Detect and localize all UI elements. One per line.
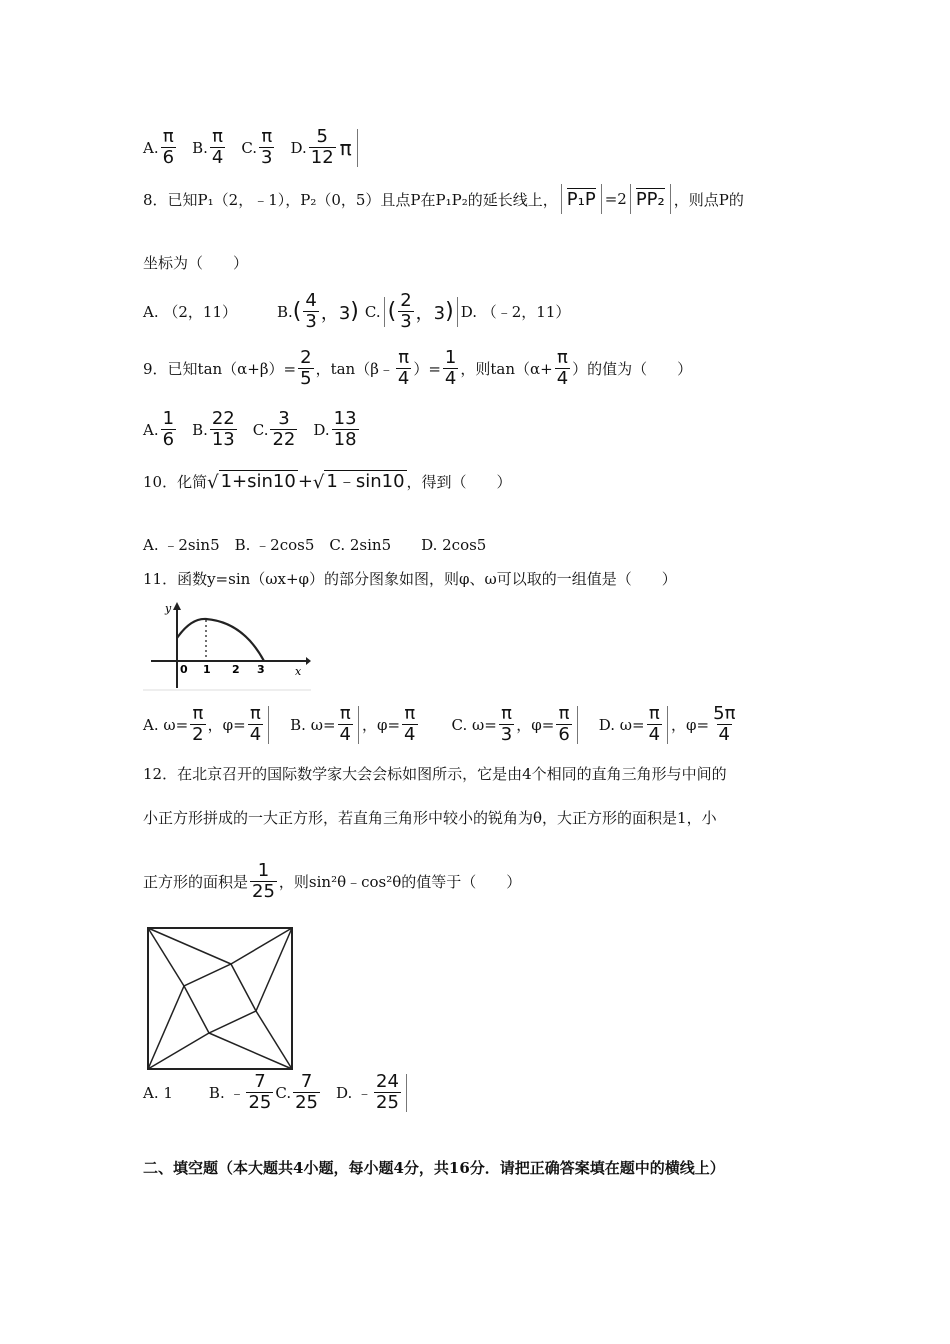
q10-options	[143, 534, 486, 555]
q10-sqrt2: √ 1﹣sin10	[312, 471, 405, 493]
q11-text: 11．函数y=sin（ωx+φ）的部分图象如图，则φ、ω可以取的一组值是（ ）	[143, 570, 677, 588]
q12-pinwheel-figure	[146, 926, 294, 1071]
q10-plus: +	[297, 471, 313, 492]
q11-tick-3: 3	[257, 663, 265, 676]
q9-t1: 9．已知tan（α+β）=	[143, 360, 297, 378]
q7-options	[143, 127, 361, 168]
q11-tick-0: 0	[180, 663, 188, 676]
q7-c-fraction: $\frac{\pi}{3}$	[261, 126, 273, 168]
q8-stem-line2	[143, 252, 248, 273]
q10-sqrt1: √ 1+sin10	[207, 471, 296, 493]
q9-options	[143, 409, 361, 450]
q10-stem	[143, 470, 512, 493]
q11-stem	[143, 568, 677, 589]
q8-b-tail: ，3	[320, 302, 351, 324]
q12-option-c: C.	[275, 1083, 292, 1102]
q8-mid: =2	[604, 190, 627, 208]
q12-line3	[143, 861, 521, 902]
q8-b-fraction: $\frac{4}{3}$	[305, 290, 317, 332]
q11-a-w: $\frac{\pi}{2}$	[192, 703, 204, 745]
q11-option-b: B. ω=	[290, 715, 336, 734]
q12-option-d: D. ﹣	[336, 1084, 373, 1102]
q12-b-fraction: $\frac{7}{25}$	[248, 1071, 272, 1113]
q11-a-p: $\frac{\pi}{4}$	[249, 703, 262, 745]
q11-options	[143, 704, 739, 745]
q12-line2-text: 小正方形拼成的一大正方形，若直角三角形中较小的锐角为θ，大正方形的面积是1，小	[143, 809, 717, 827]
section-2-heading-text: 二、填空题（本大题共4小题，每小题4分，共16分．请把正确答案填在题中的横线上）	[143, 1159, 725, 1177]
q9-option-d: D.	[313, 420, 330, 439]
q11-option-c: C. ω=	[451, 715, 497, 734]
q9-f2: $\frac{\pi}{4}$	[397, 347, 410, 389]
q8-options: A. （2，11） B. ( $\frac{4}{3}$ ，3 ) C. ( $\frac{2}{3}$ ，3 ) D. （﹣2，11）	[143, 290, 571, 332]
q7-d-pi: π	[339, 135, 352, 160]
q8-vector-pp2: PP₂	[635, 188, 665, 210]
q9-t4: ，则tan（α+	[460, 360, 553, 378]
q11-option-d: D. ω=	[598, 715, 645, 734]
q8-option-b-label: B.	[277, 302, 293, 321]
q7-b-fraction: $\frac{\pi}{4}$	[211, 126, 224, 168]
q9-c-fraction: $\frac{3}{22}$	[272, 408, 296, 450]
q11-graph	[143, 600, 311, 692]
q11-c-p: $\frac{\pi}{6}$	[558, 703, 570, 745]
q8-text1: 8．已知P₁（2，﹣1），P₂（0，5）且点P在P₁P₂的延长线上，	[143, 190, 558, 209]
q11-tick-2: 2	[232, 663, 240, 676]
q12-t3a: 正方形的面积是	[143, 873, 249, 891]
q12-line2	[143, 807, 717, 828]
q11-a-phi: ，φ=	[207, 716, 246, 734]
q9-b-fraction: $\frac{22}{13}$	[211, 408, 235, 450]
q11-y-label: y	[165, 602, 172, 615]
q9-t5: ）的值为（ ）	[572, 360, 693, 378]
q9-stem	[143, 348, 692, 389]
q7-a-fraction: $\frac{\pi}{6}$	[162, 126, 175, 168]
q11-d-phi: ，φ=	[671, 716, 710, 734]
q11-b-phi: ，φ=	[361, 716, 401, 734]
q12-option-a: A. 1	[143, 1083, 173, 1102]
q9-d-fraction: $\frac{13}{18}$	[333, 408, 357, 450]
q8-c-tail: ，3	[415, 302, 446, 324]
q9-option-b: B.	[192, 420, 208, 439]
q9-f1: $\frac{2}{5}$	[300, 347, 312, 389]
q11-d-w: $\frac{\pi}{4}$	[648, 703, 661, 745]
q9-f3: $\frac{1}{4}$	[444, 347, 457, 389]
q9-option-c: C.	[252, 420, 269, 439]
q11-option-a: A. ω=	[143, 715, 189, 734]
q11-x-label: x	[295, 665, 302, 678]
q12-area-fraction: $\frac{1}{25}$	[252, 860, 275, 902]
q8-text2: ，则点P的	[673, 190, 744, 209]
q12-d-fraction: $\frac{24}{25}$	[376, 1071, 399, 1113]
q10-t1: 10．化简	[143, 473, 208, 491]
q9-t3: ）=	[413, 360, 441, 378]
q8-option-a: A. （2，11）	[143, 303, 237, 321]
q7-option-d: D.	[290, 138, 307, 157]
q8-stem	[143, 184, 744, 214]
q11-b-w: $\frac{\pi}{4}$	[339, 703, 351, 745]
q7-option-a: A.	[143, 138, 159, 157]
q7-option-c: C.	[241, 138, 258, 157]
q8-option-c-label: C.	[364, 302, 381, 321]
q7-d-fraction: $\frac{5}{12}$	[310, 126, 334, 168]
q12-t3b: ，则sin²θ﹣cos²θ的值等于（ ）	[278, 873, 522, 891]
section-2-heading	[143, 1157, 725, 1178]
q8-text3: 坐标为（ ）	[143, 254, 249, 272]
q9-a-fraction: $\frac{1}{6}$	[162, 408, 175, 450]
q9-f4: $\frac{\pi}{4}$	[556, 347, 569, 389]
q10-t2: ，得到（ ）	[406, 473, 512, 491]
q9-t2: ，tan（β﹣	[315, 360, 394, 378]
q11-d-p: $\frac{5\pi}{4}$	[713, 703, 736, 745]
q9-option-a: A.	[143, 420, 159, 439]
q10-options-text: A. ﹣2sin5 B. ﹣2cos5 C. 2sin5 D. 2cos5	[143, 536, 487, 554]
q11-c-phi: ，φ=	[516, 716, 555, 734]
q8-c-fraction: $\frac{2}{3}$	[400, 290, 412, 332]
q12-option-b: B. ﹣	[208, 1084, 245, 1102]
q11-b-p: $\frac{\pi}{4}$	[404, 703, 416, 745]
q12-line1-text: 12．在北京召开的国际数学家大会会标如图所示，它是由4个相同的直角三角形与中间的	[143, 765, 727, 783]
q12-options	[143, 1072, 410, 1113]
q11-tick-1: 1	[203, 663, 211, 676]
q8-vector-p1p: P₁P	[566, 188, 596, 210]
q12-line1	[143, 763, 727, 784]
q7-option-b: B.	[192, 138, 208, 157]
q12-c-fraction: $\frac{7}{25}$	[295, 1071, 319, 1113]
q8-option-d: D. （﹣2，11）	[460, 303, 571, 321]
q11-c-w: $\frac{\pi}{3}$	[500, 703, 513, 745]
